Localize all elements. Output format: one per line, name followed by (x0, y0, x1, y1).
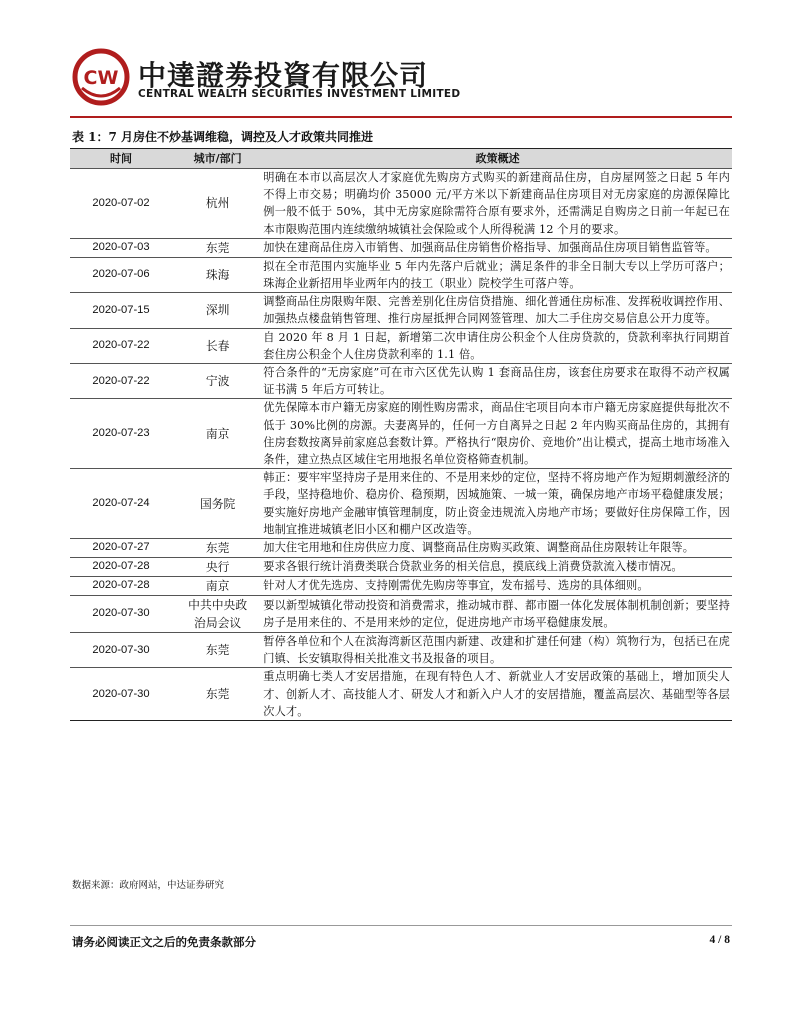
row-city: 南京 (172, 399, 263, 469)
row-city: 东莞 (172, 668, 263, 721)
table-row (70, 293, 732, 328)
row-date: 2020-07-22 (70, 328, 172, 363)
row-date: 2020-07-02 (70, 169, 172, 239)
table-row (70, 633, 732, 668)
row-date: 2020-07-15 (70, 293, 172, 328)
row-date: 2020-07-27 (70, 539, 172, 558)
row-date: 2020-07-22 (70, 364, 172, 399)
table-row (70, 169, 732, 239)
row-city: 宁波 (172, 364, 263, 399)
company-logo-icon (72, 48, 130, 106)
row-date: 2020-07-03 (70, 238, 172, 257)
table-row (70, 558, 732, 577)
row-policy: 针对人才优先选房、支持刚需优先购房等事宜，发布摇号、选房的具体细则。 (263, 577, 732, 596)
row-policy: 加快在建商品住房入市销售、加强商品住房销售价格指导、加强商品住房项目销售监管等。 (263, 238, 732, 257)
footer-divider (70, 925, 732, 926)
row-city: 南京 (172, 577, 263, 596)
row-policy: 韩正：要牢牢坚持房子是用来住的、不是用来炒的定位，坚持不将房地产作为短期刺激经济的手段，坚持稳地价、稳房价、稳预期，因城施策、一城一策，确保房地产市场平稳健康发展；要实施好房地产金融审慎管理制度，防止资金违规流入房地产市场；要做好住房保障工作，因地制宜推进城镇老旧小区和棚户区改造等。 (263, 469, 732, 539)
page-number: 4 / 8 (709, 934, 730, 946)
header-divider (70, 116, 732, 118)
company-name-cn: 中達證劵投資有限公司 (138, 59, 429, 92)
row-policy: 拟在全市范围内实施毕业 5 年内先落户后就业；满足条件的非全日制大专以上学历可落户；珠海企业新招用毕业两年内的技工（职业）院校学生可落户等。 (263, 257, 732, 292)
logo-text: CW (83, 67, 119, 89)
table-row (70, 364, 732, 399)
table-row (70, 257, 732, 292)
row-city: 央行 (172, 558, 263, 577)
table-row (70, 596, 732, 633)
row-city: 东莞 (172, 238, 263, 257)
row-date: 2020-07-30 (70, 596, 172, 633)
row-policy: 暂停各单位和个人在滨海湾新区范围内新建、改建和扩建任何建（构）筑物行为，包括已在虎门镇、长安镇取得相关批准文书及报备的项目。 (263, 633, 732, 668)
table-row (70, 238, 732, 257)
row-policy: 要以新型城镇化带动投资和消费需求，推动城市群、都市圈一体化发展体制机制创新；要坚持房子是用来住的、不是用来炒的定位，促进房地产市场平稳健康发展。 (263, 596, 732, 633)
table-row (70, 469, 732, 539)
row-city: 东莞 (172, 539, 263, 558)
row-city: 珠海 (172, 257, 263, 292)
row-date: 2020-07-30 (70, 668, 172, 721)
column-header-date: 时间 (70, 149, 172, 169)
row-city: 东莞 (172, 633, 263, 668)
row-city: 长春 (172, 328, 263, 363)
company-name-en: CENTRAL WEALTH SECURITIES INVESTMENT LIMITED (138, 88, 461, 100)
policy-table (70, 148, 732, 721)
row-date: 2020-07-30 (70, 633, 172, 668)
row-city: 深圳 (172, 293, 263, 328)
table-row (70, 328, 732, 363)
row-policy: 符合条件的“无房家庭”可在市六区优先认购 1 套商品住房，该套住房要求在取得不动产权属证书满 5 年后方可转让。 (263, 364, 732, 399)
row-city: 国务院 (172, 469, 263, 539)
row-policy: 调整商品住房限购年限、完善差别化住房信贷措施、细化普通住房标准、发挥税收调控作用、加强热点楼盘销售管理、推行房屋抵押合同网签管理、加大二手住房交易信息公开力度等。 (263, 293, 732, 328)
table-row (70, 539, 732, 558)
table-row (70, 399, 732, 469)
column-header-city: 城市/部门 (172, 149, 263, 169)
row-policy: 重点明确七类人才安居措施，在现有特色人才、新就业人才安居政策的基础上，增加顶尖人才、创新人才、高技能人才、研发人才和新入户人才的安居措施，覆盖高层次、基础型等各层次人才。 (263, 668, 732, 721)
row-city: 中共中央政治局会议 (172, 596, 263, 633)
table-header-row (70, 149, 732, 169)
row-city: 杭州 (172, 169, 263, 239)
row-policy: 优先保障本市户籍无房家庭的刚性购房需求，商品住宅项目向本市户籍无房家庭提供每批次不低于 30%比例的房源。夫妻离异的，任何一方自离异之日起 2 年内购买商品住房的，其拥有住房套数按离异前家庭总套数计算。严格执行“限房价、竞地价”出让模式，提高土地市场准入条件，建立热点区域住宅用地报名单位资格筛查机制。 (263, 399, 732, 469)
data-source-note: 数据来源：政府网站，中达证券研究 (72, 880, 225, 891)
disclaimer-notice: 请务必阅读正文之后的免责条款部分 (72, 935, 256, 949)
row-policy: 自 2020 年 8 月 1 日起，新增第二次申请住房公积金个人住房贷款的，贷款利率执行同期首套住房公积金个人住房贷款利率的 1.1 倍。 (263, 328, 732, 363)
row-date: 2020-07-28 (70, 558, 172, 577)
row-date: 2020-07-06 (70, 257, 172, 292)
row-date: 2020-07-28 (70, 577, 172, 596)
row-policy: 明确在本市以高层次人才家庭优先购房方式购买的新建商品住房，自房屋网签之日起 5 年内不得上市交易；明确均价 35000 元/平方米以下新建商品住房项目对无房家庭的房源保障比例一般不低于 50%，其中无房家庭除需符合原有要求外，还需满足自购房之日前一年起已在本市限购范围内连续缴纳城镇社会保险或个人所得税满 12 个月的要求。 (263, 169, 732, 239)
table-row (70, 668, 732, 721)
row-policy: 加大住宅用地和住房供应力度、调整商品住房购买政策、调整商品住房限转让年限等。 (263, 539, 732, 558)
row-policy: 要求各银行统计消费类联合贷款业务的相关信息，摸底线上消费贷款流入楼市情况。 (263, 558, 732, 577)
table-title: 表 1：7 月房住不炒基调维稳，调控及人才政策共同推进 (72, 130, 374, 144)
report-header (72, 48, 732, 108)
table-row (70, 577, 732, 596)
column-header-policy: 政策概述 (263, 149, 732, 169)
row-date: 2020-07-24 (70, 469, 172, 539)
row-date: 2020-07-23 (70, 399, 172, 469)
